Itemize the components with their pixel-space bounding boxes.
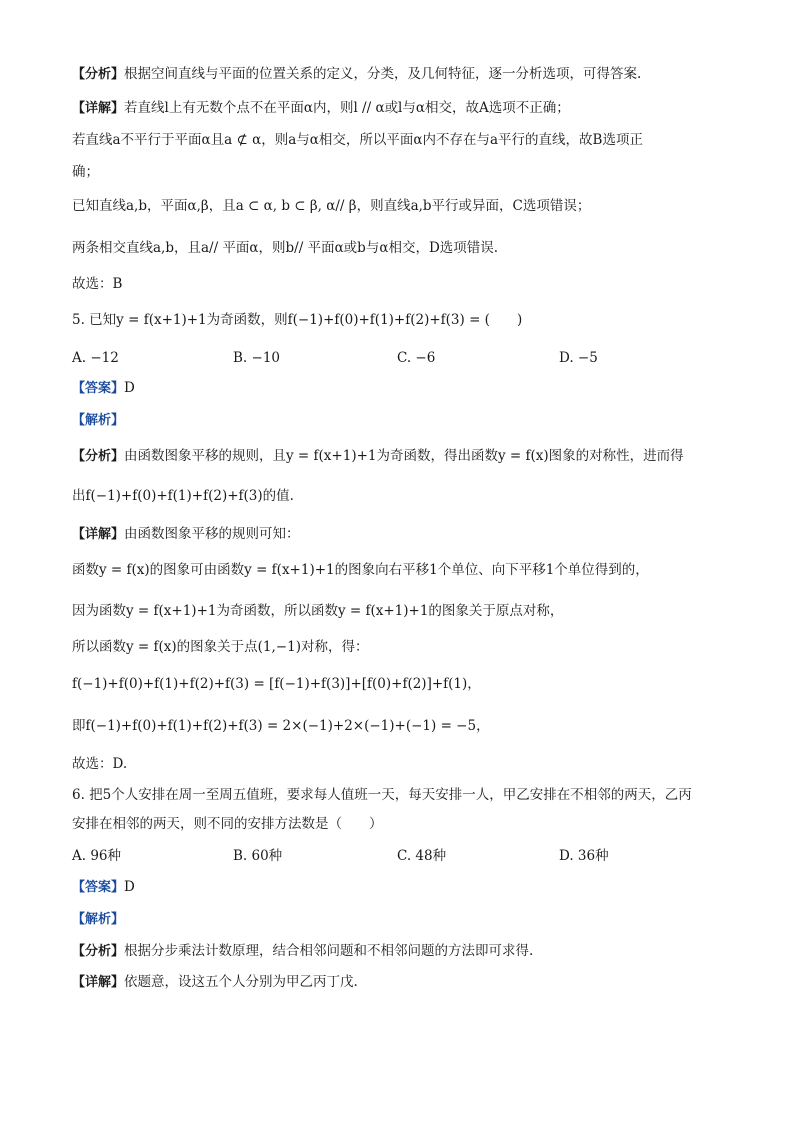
q6-detail (72, 972, 732, 993)
detail-tag: 【详解】 (72, 975, 125, 990)
q6-option-a: A. 96种 (72, 848, 122, 864)
detail-line-e: 两条相交直线a,b，且a// 平面α，则b// 平面α或b与α相交，D选项错误. (72, 240, 499, 256)
analysis-line (72, 64, 732, 85)
detail-line-d: 已知直线a,b，平面α,β，且a ⊂ α, b ⊂ β, α// β，则直线a,b平行或异面，C选项错误； (72, 198, 591, 214)
analysis-tag: 【分析】 (72, 67, 125, 82)
q5-answer (72, 378, 732, 399)
q6-analysis (72, 941, 732, 962)
answer-value: D (124, 879, 135, 895)
conclusion-line: 故选：B (72, 276, 123, 292)
analysis-text: 由函数图象平移的规则，且y = f(x+1)+1为奇函数，得出函数y = f(x)图象的对称性，进而得 (124, 448, 684, 464)
q5-option-d: D. −5 (559, 350, 598, 366)
detail-text: 若直线l上有无数个点不在平面α内，则l // α或l与α相交，故A选项不正确； (124, 100, 570, 116)
analysis-text: 根据空间直线与平面的位置关系的定义，分类，及几何特征，逐一分析选项，可得答案. (124, 66, 642, 82)
detail-text: 依题意，设这五个人分别为甲乙丙丁戊. (124, 974, 358, 990)
question-6: 6. 把5个人安排在周一至周五值班，要求每人值班一天，每天安排一人，甲乙安排在不相邻的两天，乙丙 (72, 787, 692, 803)
q5-option-c: C. −6 (397, 350, 436, 366)
q5-step-1: 函数y = f(x)的图象可由函数y = f(x+1)+1的图象向右平移1个单位、向下平移1个单位得到的， (72, 562, 649, 578)
question-6-b: 安排在相邻的两天，则不同的安排方法数是（ ） (72, 816, 383, 832)
q5-option-b: B. −10 (233, 350, 280, 366)
q6-jiexi (72, 909, 732, 930)
analysis-tag: 【分析】 (72, 944, 125, 959)
detail-tag: 【详解】 (72, 101, 125, 116)
jiexi-tag: 【解析】 (72, 912, 125, 927)
detail-line-c: 确； (72, 164, 99, 180)
detail-line-b: 若直线a不平行于平面α且a ⊄ α，则a与α相交，所以平面α内不存在与a平行的直线，故B选项正 (72, 132, 643, 148)
q5-step-5: 即f(−1)+f(0)+f(1)+f(2)+f(3) = 2×(−1)+2×(−1)+(−1) = −5， (72, 718, 490, 734)
q5-analysis (72, 446, 732, 467)
q5-step-3: 所以函数y = f(x)的图象关于点(1,−1)对称，得： (72, 639, 369, 655)
q6-option-b: B. 60种 (233, 848, 283, 864)
answer-tag: 【答案】 (72, 381, 125, 396)
q5-step-2: 因为函数y = f(x+1)+1为奇函数，所以函数y = f(x+1)+1的图象关于原点对称， (72, 603, 564, 619)
q5-step-4: f(−1)+f(0)+f(1)+f(2)+f(3) = [f(−1)+f(3)]+[f(0)+f(2)]+f(1)， (72, 676, 481, 692)
q6-answer (72, 877, 732, 898)
question-5: 5. 已知y = f(x+1)+1为奇函数，则f(−1)+f(0)+f(1)+f(2)+f(3) = ( ) (72, 312, 523, 328)
q5-analysis-b: 出f(−1)+f(0)+f(1)+f(2)+f(3)的值. (72, 488, 294, 504)
detail-tag: 【详解】 (72, 527, 125, 542)
detail-text: 由函数图象平移的规则可知： (124, 526, 300, 542)
q6-option-c: C. 48种 (397, 848, 447, 864)
analysis-text: 根据分步乘法计数原理，结合相邻问题和不相邻问题的方法即可求得. (124, 943, 534, 959)
answer-tag: 【答案】 (72, 880, 125, 895)
q5-jiexi (72, 410, 732, 431)
analysis-tag: 【分析】 (72, 449, 125, 464)
answer-value: D (124, 380, 135, 396)
jiexi-tag: 【解析】 (72, 413, 125, 428)
q6-option-d: D. 36种 (559, 848, 609, 864)
q5-option-a: A. −12 (72, 350, 119, 366)
q5-conclusion: 故选：D. (72, 756, 128, 772)
q5-detail (72, 524, 732, 545)
detail-line (72, 98, 732, 119)
